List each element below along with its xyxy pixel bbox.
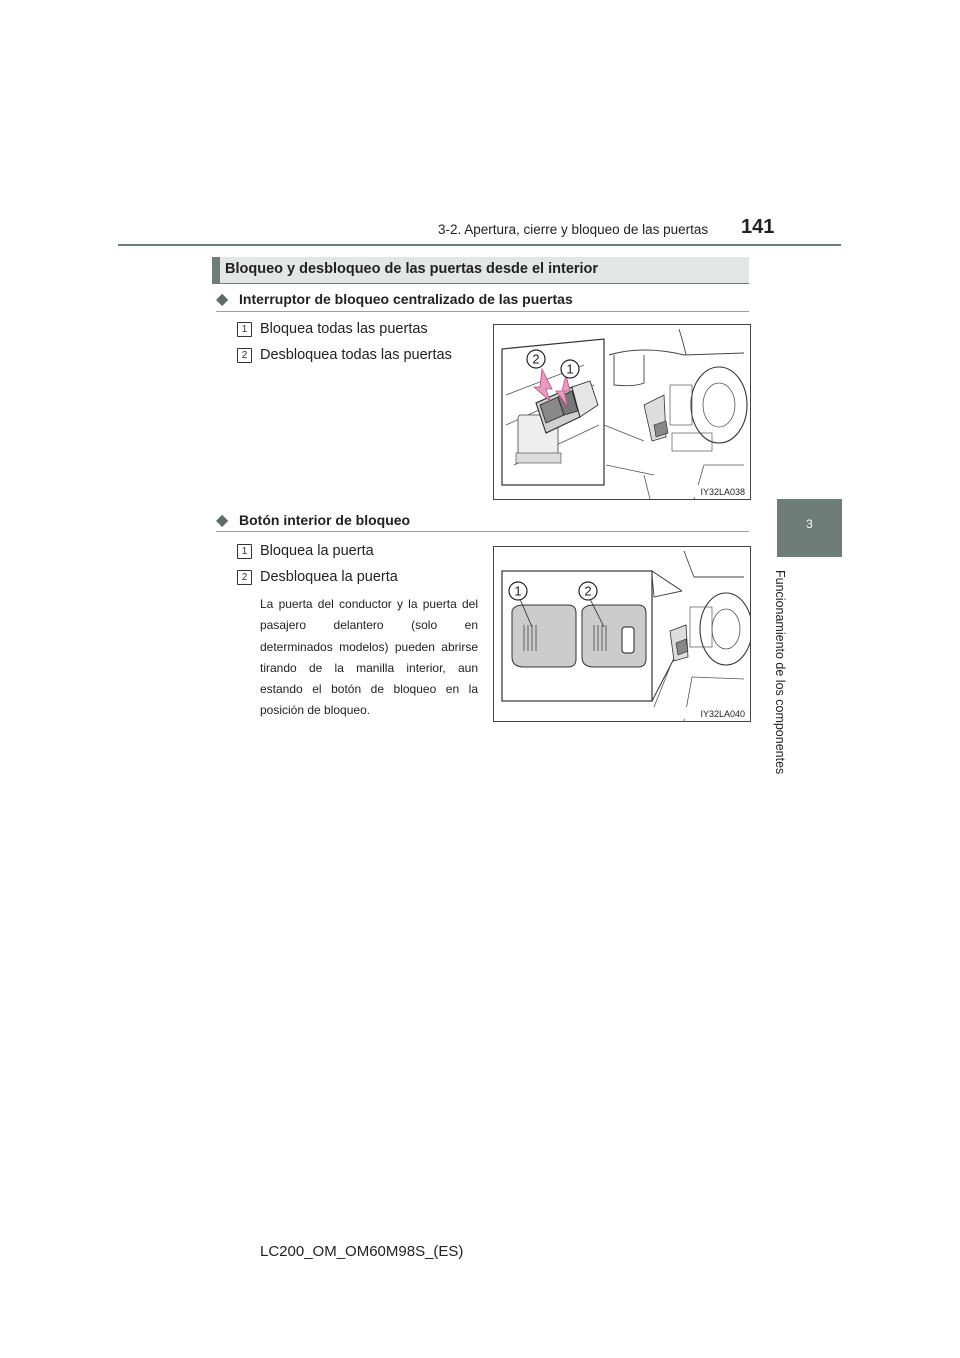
- figure-code: IY32LA040: [700, 709, 745, 719]
- item-text: Bloquea todas las puertas: [260, 321, 428, 337]
- section-heading: Bloqueo y desbloqueo de las puertas desde el interior: [225, 261, 599, 277]
- figure-central-lock-illustration: [494, 325, 750, 499]
- running-section-title: 3-2. Apertura, cierre y bloqueo de las puertas: [438, 222, 709, 237]
- header-divider: [118, 244, 841, 246]
- diamond-bullet-icon: ◆: [216, 291, 229, 308]
- figure-central-lock-switch: [493, 324, 751, 500]
- note-paragraph: La puerta del conductor y la puerta del pasajero delantero (solo en determinados modelos) pueden abrirse tirando de la manilla interior, aun estando el botón de bloqueo en la posición de bloqueo.: [260, 597, 478, 718]
- chapter-number: 3: [806, 517, 813, 531]
- item-number-badge: 2: [237, 348, 252, 363]
- figure-callout: 1: [514, 583, 522, 599]
- item-number-badge: 2: [237, 570, 252, 585]
- section-header-accent: [212, 257, 220, 283]
- figure-callout: 2: [532, 351, 540, 367]
- chapter-title-vertical: Funcionamiento de los componentes: [773, 570, 787, 775]
- item-text: Desbloquea la puerta: [260, 569, 398, 585]
- item-text: Bloquea la puerta: [260, 543, 374, 559]
- figure-interior-lock-button: [493, 546, 751, 722]
- subsection-title-lock-button: Botón interior de bloqueo: [239, 512, 411, 528]
- figure-callout: 1: [566, 361, 574, 377]
- subsection-title-central-lock: Interruptor de bloqueo centralizado de las puertas: [239, 291, 573, 307]
- document-code: LC200_OM_OM60M98S_(ES): [260, 1243, 464, 1260]
- item-number-badge: 1: [237, 322, 252, 337]
- figure-lock-button-illustration: [494, 547, 750, 721]
- figure-callout: 2: [584, 583, 592, 599]
- section-header-underline: [212, 283, 749, 284]
- figure-code: IY32LA038: [700, 487, 745, 497]
- chapter-title-vertical-container: [760, 570, 800, 780]
- subsection-divider: [216, 311, 749, 312]
- diamond-bullet-icon: ◆: [216, 512, 229, 529]
- subsection-divider: [216, 531, 749, 532]
- page-number: 141: [741, 216, 775, 238]
- item-number-badge: 1: [237, 544, 252, 559]
- item-text: Desbloquea todas las puertas: [260, 347, 452, 363]
